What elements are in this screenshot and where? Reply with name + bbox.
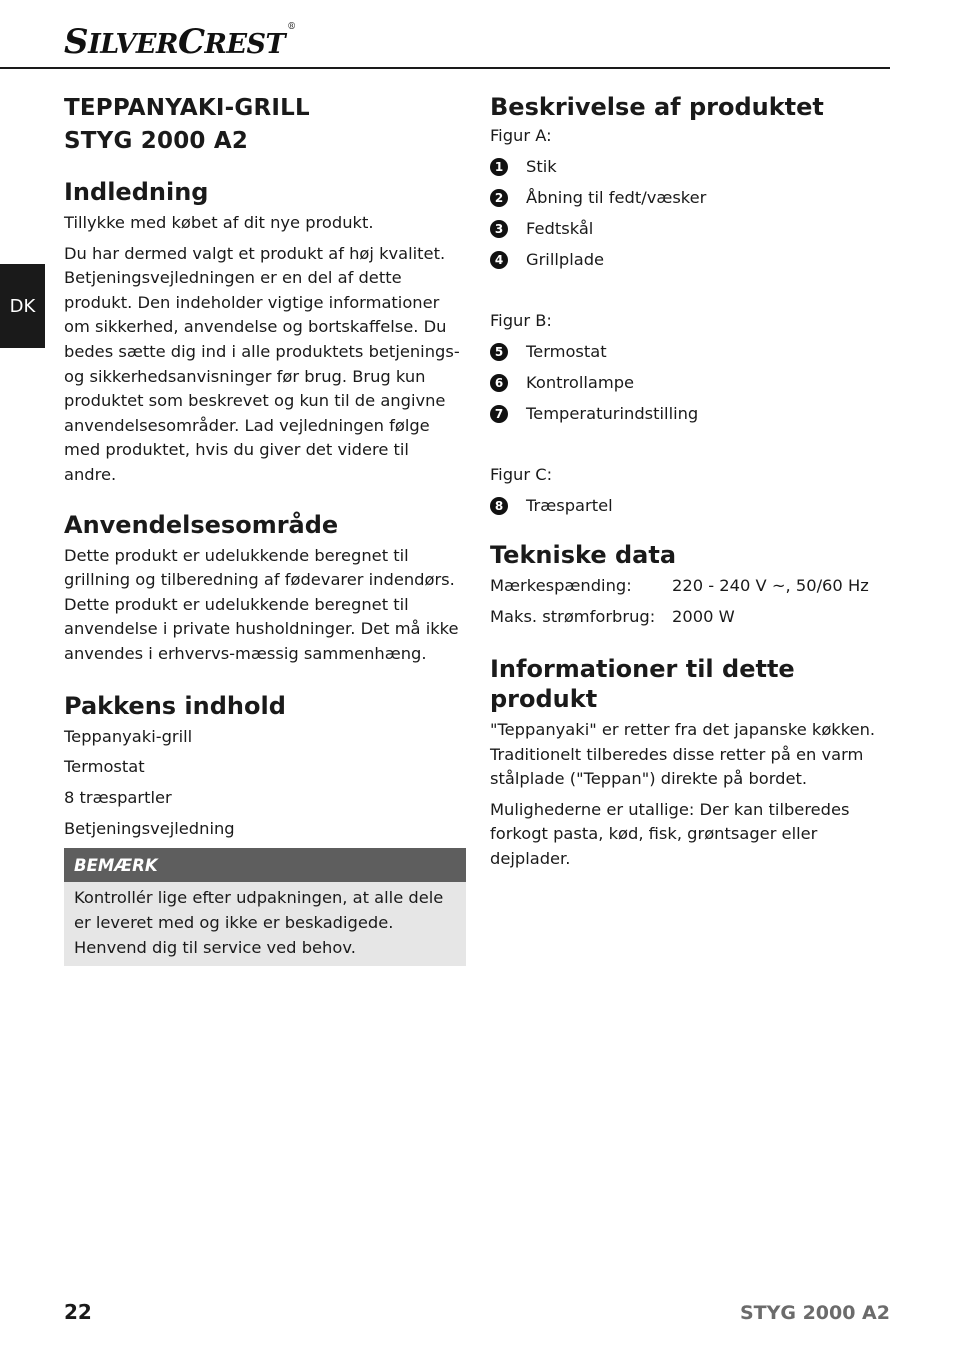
- number-badge: 1: [490, 158, 508, 176]
- spec-row: Maks. strømforbrug: 2000 W: [490, 607, 735, 627]
- list-item: 3 Fedtskål: [490, 217, 890, 242]
- product-title-line2: STYG 2000 A2: [64, 128, 249, 154]
- list-item: Termostat: [64, 757, 145, 777]
- figure-b-label: Figur B:: [490, 311, 552, 331]
- note-text: Kontrollér lige efter udpakningen, at alle dele er leveret med og ikke er beskadigede. Henvend dig til service ved behov.: [74, 888, 444, 957]
- figure-c-label: Figur C:: [490, 465, 553, 485]
- list-item: Teppanyaki-grill: [64, 726, 193, 746]
- number-badge: 3: [490, 220, 508, 238]
- number-badge: 8: [490, 497, 508, 515]
- number-badge: 5: [490, 343, 508, 361]
- figure-a-label: Figur A:: [490, 126, 552, 145]
- language-tab: DK: [0, 264, 45, 348]
- intro-paragraph-2: Du har dermed valgt et produkt af høj kvalitet. Betjeningsvejledningen er en del af dette produkt. Den indeholder vigtige informationer om sikkerhed, anvendelse og bortskaffelse. Du bedes sætte dig ind i alle produktets betjenings- og sikkerhedsanvisninger før brug. Brug kun produktet som beskrevet og kun til de angivne anvendelsesområder. Lad vejledningen følge med produktet, hvis du giver det videre til andre.: [64, 243, 460, 484]
- right-column: [490, 92, 890, 878]
- info-heading: Informationer til dette produkt: [490, 655, 795, 714]
- header-rule: [0, 67, 890, 69]
- number-badge: 2: [490, 189, 508, 207]
- pack-heading: Pakkens indhold: [64, 691, 286, 720]
- number-badge: 6: [490, 374, 508, 392]
- list-item: Betjeningsvejledning: [64, 819, 235, 839]
- number-badge: 7: [490, 405, 508, 423]
- footer-model: STYG 2000 A2: [739, 1302, 890, 1324]
- description-heading: Beskrivelse af produktet: [490, 93, 824, 121]
- list-item: 5 Termostat: [490, 340, 890, 365]
- note-box: [64, 848, 466, 966]
- tech-heading: Tekniske data: [490, 541, 677, 570]
- list-item: 8 Træspartel: [490, 494, 890, 519]
- list-item: 6 Kontrollampe: [490, 371, 890, 396]
- number-badge: 4: [490, 251, 508, 269]
- pack-list: [64, 725, 466, 843]
- spec-row: Mærkespænding: 220 - 240 V ~, 50/60 Hz: [490, 576, 869, 596]
- list-item: 1 Stik: [490, 155, 890, 180]
- page-number: 22: [64, 1300, 92, 1324]
- note-title: BEMÆRK: [64, 848, 466, 882]
- use-paragraph: Dette produkt er udelukkende beregnet til grillning og tilberedning af fødevarer indendørs. Dette produkt er udelukkende beregnet til anvendelse i private husholdninger. Det må ikke anvendes i erhvervs-mæssig sammenhæng.: [64, 545, 459, 663]
- list-item: 7 Temperaturindstilling: [490, 402, 890, 427]
- list-item: 8 træspartler: [64, 788, 172, 808]
- silvercrest-logo: SILVERCREST®: [64, 22, 296, 62]
- list-item: 2 Åbning til fedt/væsker: [490, 186, 890, 211]
- info-paragraph-1: "Teppanyaki" er retter fra det japanske køkken. Traditionelt tilberedes disse retter på en varm stålplade ("Teppan") direkte på bordet.: [490, 720, 876, 789]
- use-heading: Anvendelsesområde: [64, 510, 339, 539]
- list-item: 4 Grillplade: [490, 248, 890, 273]
- product-title-line1: TEPPANYAKI-GRILL: [64, 95, 310, 121]
- info-paragraph-2: Mulighederne er utallige: Der kan tilberedes forkogt pasta, kød, fisk, grøntsager eller dejplader.: [490, 799, 850, 869]
- intro-heading: Indledning: [64, 178, 209, 206]
- intro-paragraph-1: Tillykke med købet af dit nye produkt.: [64, 213, 374, 232]
- left-column: [64, 92, 466, 966]
